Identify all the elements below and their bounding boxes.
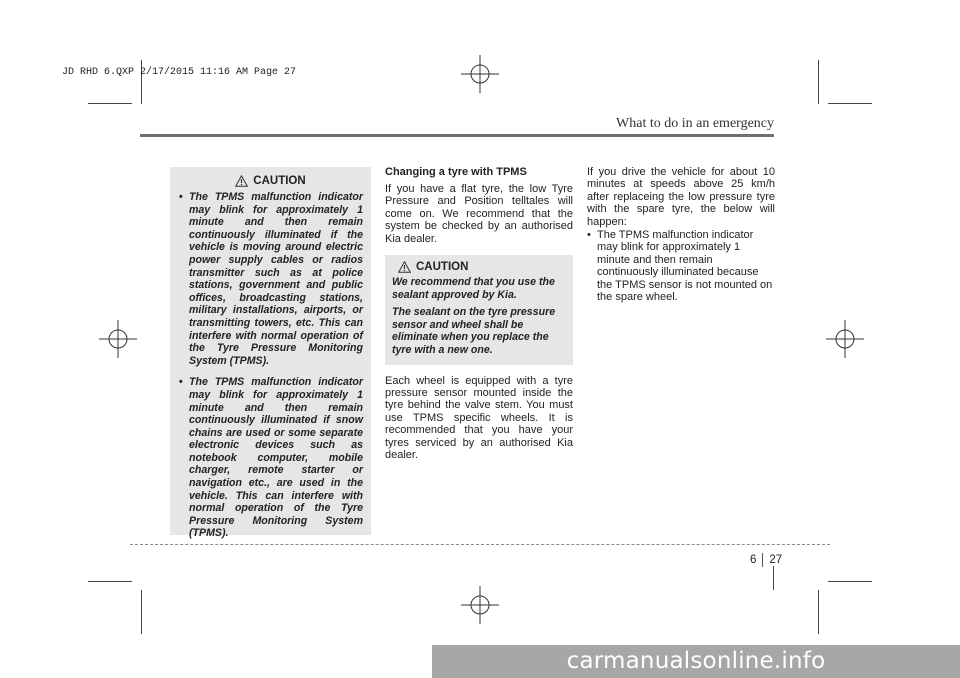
crop-mark bbox=[818, 590, 819, 634]
page-separator bbox=[762, 553, 763, 567]
crop-mark bbox=[818, 60, 819, 104]
middle-column bbox=[385, 166, 573, 461]
bullet-dot: • bbox=[587, 229, 591, 242]
bullet-item bbox=[587, 229, 775, 303]
caution-label: CAUTION bbox=[416, 261, 469, 274]
caution-list bbox=[178, 191, 363, 540]
warning-triangle-icon bbox=[398, 261, 411, 273]
warning-triangle-icon bbox=[235, 175, 248, 187]
print-slug: JD RHD 6.QXP 2/17/2015 11:16 AM Page 27 bbox=[62, 67, 297, 78]
crop-mark bbox=[141, 590, 142, 634]
page-number bbox=[750, 553, 782, 567]
crop-mark bbox=[88, 581, 132, 582]
page-number-value: 27 bbox=[769, 554, 783, 566]
bullet-text: The TPMS malfunction indicator may blink for approximately 1 minute and then remain continuously illuminated because the TPMS sensor is not mounted on the spare wheel. bbox=[597, 229, 773, 304]
section-title: What to do in an emergency bbox=[616, 116, 774, 131]
subsection-heading: Changing a tyre with TPMS bbox=[385, 166, 527, 178]
caution-item: • The TPMS malfunction indicator may blink for approximately 1 minute and then remain continuously illuminated if the vehicle is moving around electric power supply cables or radios transmitter such as at police stations, government and public offices, broadcasting stations, military installations, airports, or transmitting towers, etc. This can interfere with normal operation of the Tyre Pressure Monitoring System (TPMS). bbox=[178, 191, 363, 367]
caution-heading bbox=[392, 261, 566, 273]
caution-box-middle bbox=[385, 255, 573, 365]
caution-line: The sealant on the tyre pressure sensor and wheel shall be eliminate when you replace the tyre with a new one. bbox=[392, 306, 556, 356]
chapter-number: 6 bbox=[750, 554, 757, 566]
crop-mark bbox=[828, 581, 872, 582]
right-column bbox=[587, 166, 775, 303]
registration-mark-icon bbox=[99, 320, 137, 358]
caution-line: We recommend that you use the sealant approved by Kia. bbox=[392, 276, 555, 301]
body-paragraph: Each wheel is equipped with a tyre pressure sensor mounted inside the tyre behind the valve stem. You must use TPMS specific wheels. It is recommended that you have your tyres serviced by an authorised Kia dealer. bbox=[385, 374, 573, 462]
crop-mark bbox=[88, 103, 132, 104]
registration-mark-icon bbox=[826, 320, 864, 358]
body-paragraph: If you have a flat tyre, the low Tyre Pressure and Position telltales will come on. We recommend that the system be checked by an authorised Kia dealer. bbox=[385, 183, 573, 245]
registration-mark-icon bbox=[461, 55, 499, 93]
caution-heading bbox=[178, 175, 363, 187]
body-paragraph: If you drive the vehicle for about 10 minutes at speeds above 25 km/h after replaceing the low pressure tyre with the spare tyre, the below will happen: bbox=[587, 166, 775, 228]
header-rule bbox=[140, 134, 774, 137]
caution-label: CAUTION bbox=[253, 175, 306, 187]
crop-mark bbox=[828, 103, 872, 104]
registration-mark-icon bbox=[461, 586, 499, 624]
crop-mark bbox=[773, 566, 774, 590]
footer-rule bbox=[130, 544, 830, 545]
caution-item: • The TPMS malfunction indicator may blink for approximately 1 minute and then remain continuously illuminated if snow chains are used or some separate electronic devices such as notebook computer, mobile charger, remote starter or navigation etc., are used in the vehicle. This can interfere with normal operation of the Tyre Pressure Monitoring System (TPMS). bbox=[178, 376, 363, 540]
caution-box-left bbox=[170, 167, 371, 540]
watermark: carmanualsonline.info bbox=[432, 645, 960, 678]
